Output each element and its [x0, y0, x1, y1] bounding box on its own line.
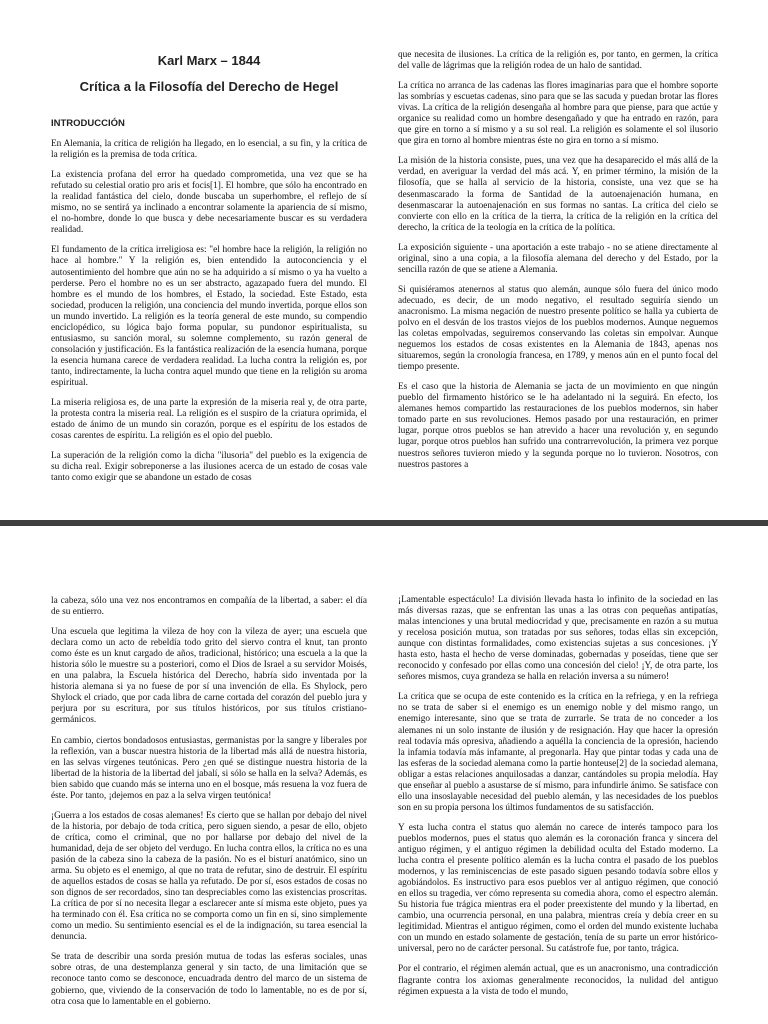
document-title: Crítica a la Filosofía del Derecho de Hegel — [79, 79, 339, 94]
document-page-2 — [0, 526, 768, 1024]
page1-left-column — [51, 118, 367, 493]
paragraph: La exposición siguiente - una aportación a este trabajo - no se atiene directamente al original, sino a una copia, a la filosofía alemana del derecho y del Estado, por la sencilla razón de que se atiene a Alemania. — [398, 242, 718, 275]
paragraph: Y esta lucha contra el status quo alemán no carece de interés tampoco para los pueblos modernos, pues el status quo alemán es la coronación franca y sincera del antiguo régimen, y el antiguo régimen la debilidad oculta del Estado moderno. La lucha contra el presente político alemán es la lucha contra el pasado de los pueblos modernos, y las reminiscencias de este pasado siguen pesando todavía sobre ellos y agobiándolos. Es instructivo para esos pueblos ver al antiguo régimen, que conoció en ellos su tragedia, ver cómo representa su comedia ahora, como el espectro alemán. Su historia fue trágica mientras era el poder preexistente del mundo y la libertad, en cambio, una ocurrencia personal, en una palabra, mientras creía y debía creer en su legitimidad. Mientras el antiguo régimen, como el orden del mundo existente luchaba con un mundo en estado solamente de gestación, tenía de su parte un error histórico-universal, pero no de carácter personal. Su catástrofe fue, por tanto, trágica. — [398, 822, 718, 955]
paragraph: La crítica no arranca de las cadenas las flores imaginarias para que el hombre soporte las sombrías y escuetas cadenas, sino para que se las sacuda y puedan brotar las flores vivas. La crítica de la religión desengaña al hombre para que piense, para que actúe y organice su realidad como un hombre desengañado y que ha entrado en razón, para que gire en torno a sí mismo y a su sol real. La religión es solamente el sol ilusorio que gira en torno al hombre mientras éste no gira en torno a sí mismo. — [398, 81, 718, 147]
page2-right-column — [398, 595, 718, 1007]
paragraph: El fundamento de la crítica irreligiosa es: "el hombre hace la religión, la religión no hace al hombre." Y la religión es, bien entendido la autoconciencia y el autosentimiento del hombre que aún no se ha adquirido a sí mismo o ya ha vuelto a perderse. Pero el hombre no es un ser abstracto, agazapado fuera del mundo. El hombre es el mundo de los hombres, el Estado, la sociedad. Este Estado, esta sociedad, producen la religión, una conciencia del mundo invertida, porque ellos son un mundo invertido. La religión es la teoría general de este mundo, su compendio enciclopédico, su lógica bajo forma popular, su pundonor espiritualista, su entusiasmo, su sanción moral, su solemne complemento, su razón general de consolación y justificación. Es la fantástica realización de la esencia humana, porque la esencia humana carece de verdadera realidad. La lucha contra la religión es, por tanto, indirectamente, la lucha contra aquel mundo que tiene en la religión su aroma espiritual. — [51, 245, 367, 388]
paragraph: La misión de la historia consiste, pues, una vez que ha desaparecido el más allá de la verdad, en averiguar la verdad del más acá. Y, en primer término, la misión de la filosofía, que se halla al servicio de la historia, consiste, una vez que se ha desenmascarado la forma de Santidad de la autoenajenación humana, en desenmascarar la autoenajenación en sus formas no santas. La crítica del cielo se convierte con ello en la crítica de la tierra, la crítica de la religión en la crítica del derecho, la crítica de la teología en la crítica de la política. — [398, 156, 718, 233]
paragraph: Es el caso que la historia de Alemania se jacta de un movimiento en que ningún pueblo del firmamento histórico se le ha adelantado ni la seguirá. En efecto, los alemanes hemos compartido las restauraciones de los pueblos modernos, sin haber tomado parte en sus revoluciones. Hemos pasado por una restauración, en primer lugar, porque otros pueblos se han atrevido a hacer una revolución y, en segundo lugar, porque otros pueblos han sufrido una contrarrevolución, la primera vez porque nuestros señores tuvieron miedo y la segunda porque no lo tuvieron. Nosotros, con nuestros pastores a — [398, 382, 718, 470]
section-heading: INTRODUCCIÓN — [51, 118, 125, 129]
paragraph: La crítica que se ocupa de este contenido es la crítica en la refriega, y en la refriega no se trata de saber si el enemigo es un enemigo noble y del mismo rango, un enemigo interesante, sino que se trata de zurrarle. Se trata de no conceder a los alemanes ni un solo instante de ilusión y de resignación. Hay que hacer la opresión real todavía más opresiva, añadiendo a aquélla la conciencia de la opresión, haciendo la infamia todavía más infamante, al pregonarla. Hay que pintar todas y cada una de las esferas de la sociedad alemana como la partie honteuse[2] de la sociedad alemana, obligar a estas relaciones anquilosadas a danzar, cantándoles su propia melodía. Hay que enseñar al pueblo a asustarse de sí mismo, para infundirle ánimo. Se satisface con ello una insoslayable necesidad del pueblo alemán, y las necesidades de los pueblos son en su propia persona los últimos fundamentos de su satisfacción. — [398, 692, 718, 813]
paragraph: ¡Lamentable espectáculo! La división llevada hasta lo infinito de la sociedad en las más diversas razas, que se enfrentan las unas a las otras con pequeñas antipatías, malas intenciones y una brutal mediocridad y que, precisamente en razón a su mutua y recelosa posición mutua, son tratadas por sus señores, todas ellas sin excepción, aunque con distintas formalidades, como existencias sujetas a sus concesiones. ¡Y hasta esto, hasta el hecho de verse dominadas, gobernadas y poseídas, tiene que ser reconocido y confesado por ellas como una concesión del cielo! ¡Y, de otra parte, los señores mismos, cuya grandeza se halla en relación inversa a su número! — [398, 595, 718, 683]
paragraph: La existencia profana del error ha quedado comprometida, una vez que se ha refutado su celestial oratio pro aris et focis[1]. El hombre, que sólo ha encontrado en la realidad fantástica del cielo, donde buscaba un superhombre, el reflejo de sí mismo, no se sentirá ya inclinado a encontrar solamente la apariencia de sí mismo, el no-hombre, donde lo que busca y debe necesariamente buscar es su verdadera realidad. — [51, 170, 367, 236]
paragraph: que necesita de ilusiones. La crítica de la religión es, por tanto, en germen, la crítica del valle de lágrimas que la religión rodea de un halo de santidad. — [398, 50, 718, 72]
page1-right-column — [398, 50, 718, 480]
paragraph: Si quisiéramos atenernos al status quo alemán, aunque sólo fuera del único modo adecuado, es decir, de un modo negativo, el resultado seguiría siendo un anacronismo. La misma negación de nuestro presente político se halla ya cubierta de polvo en el desván de los trastos viejos de los pueblos modernos. Aunque neguemos las coletas empolvadas, seguiremos conservando las coletas sin empolvar. Aunque neguemos los estados de cosas existentes en la Alemania de 1843, apenas nos situaremos, según la cronología francesa, en 1789, y menos aún en el punto focal del tiempo presente. — [398, 284, 718, 373]
paragraph: La miseria religiosa es, de una parte la expresión de la miseria real y, de otra parte, la protesta contra la miseria real. La religión es el suspiro de la criatura oprimida, el estado de ánimo de un mundo sin corazón, porque es el espíritu de los estados de cosas carentes de espíritu. La religión es el opio del pueblo. — [51, 398, 367, 442]
paragraph: ¡Guerra a los estados de cosas alemanes! Es cierto que se hallan por debajo del nivel de la historia, por debajo de toda crítica, pero siguen siendo, a pesar de ello, objeto de crítica, como el criminal, que no por hallarse por debajo del nivel de la humanidad, deja de ser objeto del verdugo. En lucha contra ellos, la crítica no es una pasión de la cabeza sino la cabeza de la pasión. No es el bisturí anatómico, sino un arma. Su objeto es el enemigo, al que no trata de refutar, sino de destruir. El espíritu de aquellos estados de cosas se halla ya refutado. De por sí, esos estados de cosas no son dignos de ser recordados, sino tan despreciables como las existencias proscritas. La crítica de por sí no necesita llegar a esclarecer ante sí misma este objeto, pues ya ha terminado con él. Esa crítica no se comporta como un fin en sí, sino simplemente como un medio. Su sentimiento esencial es el de la indignación, su tarea esencial la denuncia. — [51, 810, 367, 943]
paragraph: La superación de la religión como la dicha "ilusoria" del pueblo es la exigencia de su dicha real. Exigir sobreponerse a las ilusiones acerca de un estado de cosas vale tanto como exigir que se abandone un estado de cosas — [51, 451, 367, 484]
paragraph: la cabeza, sólo una vez nos encontramos en compañía de la libertad, a saber: el día de su entierro. — [51, 596, 367, 618]
author-year-title: Karl Marx – 1844 — [157, 53, 261, 68]
paragraph: Se trata de describir una sorda presión mutua de todas las esferas sociales, unas sobre otras, de una destemplanza general y sin tacto, de una limitación que se reconoce tanto como se desconoce, encuadrada dentro del marco de un sistema de gobierno, que, viviendo de la conservación de todo lo lamentable, no es de por sí, otra cosa que lo lamentable en el gobierno. — [51, 952, 367, 1007]
paragraph: En Alemania, la crítica de religión ha llegado, en lo esencial, a su fin, y la crítica de la religión es la premisa de toda crítica. — [51, 139, 367, 161]
paragraph: En cambio, ciertos bondadosos entusiastas, germanistas por la sangre y liberales por la reflexión, van a buscar nuestra historia de la libertad más allá de nuestra historia, en las selvas vírgenes teutónicas. Pero ¿en qué se distingue nuestra historia de la libertad de la historia de la libertad del jabalí, si sólo se halla en la selva? Además, es bien sabido que cuando más se interna uno en el bosque, más resuena la voz fuera de éste. Por tanto, ¡dejemos en paz a la selva virgen teutónica! — [51, 735, 367, 801]
paragraph: Una escuela que legitima la vileza de hoy con la vileza de ayer; una escuela que declara como un acto de rebeldía todo grito del siervo contra el knut, tan pronto como éste es un knut cargado de años, tradicional, histórico; una escuela a la que la historia sólo le muestre su a posteriori, como el Dios de Israel a su servidor Moisés, en una palabra, la Escuela histórica del Derecho, habría sido inventada por la historia alemana si ya no fuese de por sí una invención de ella. Es Shylock, pero Shylock el criado, que por cada libra de carne cortada del corazón del pueblo jura y perjura por su escritura, por sus títulos históricos, por sus títulos cristiano-germánicos. — [51, 627, 367, 726]
page2-left-column — [51, 596, 367, 1017]
paragraph: Por el contrario, el régimen alemán actual, que es un anacronismo, una contradicción flagrante contra los axiomas generalmente reconocidos, la nulidad del antiguo régimen expuesta a la vista de todo el mundo, — [398, 964, 718, 997]
